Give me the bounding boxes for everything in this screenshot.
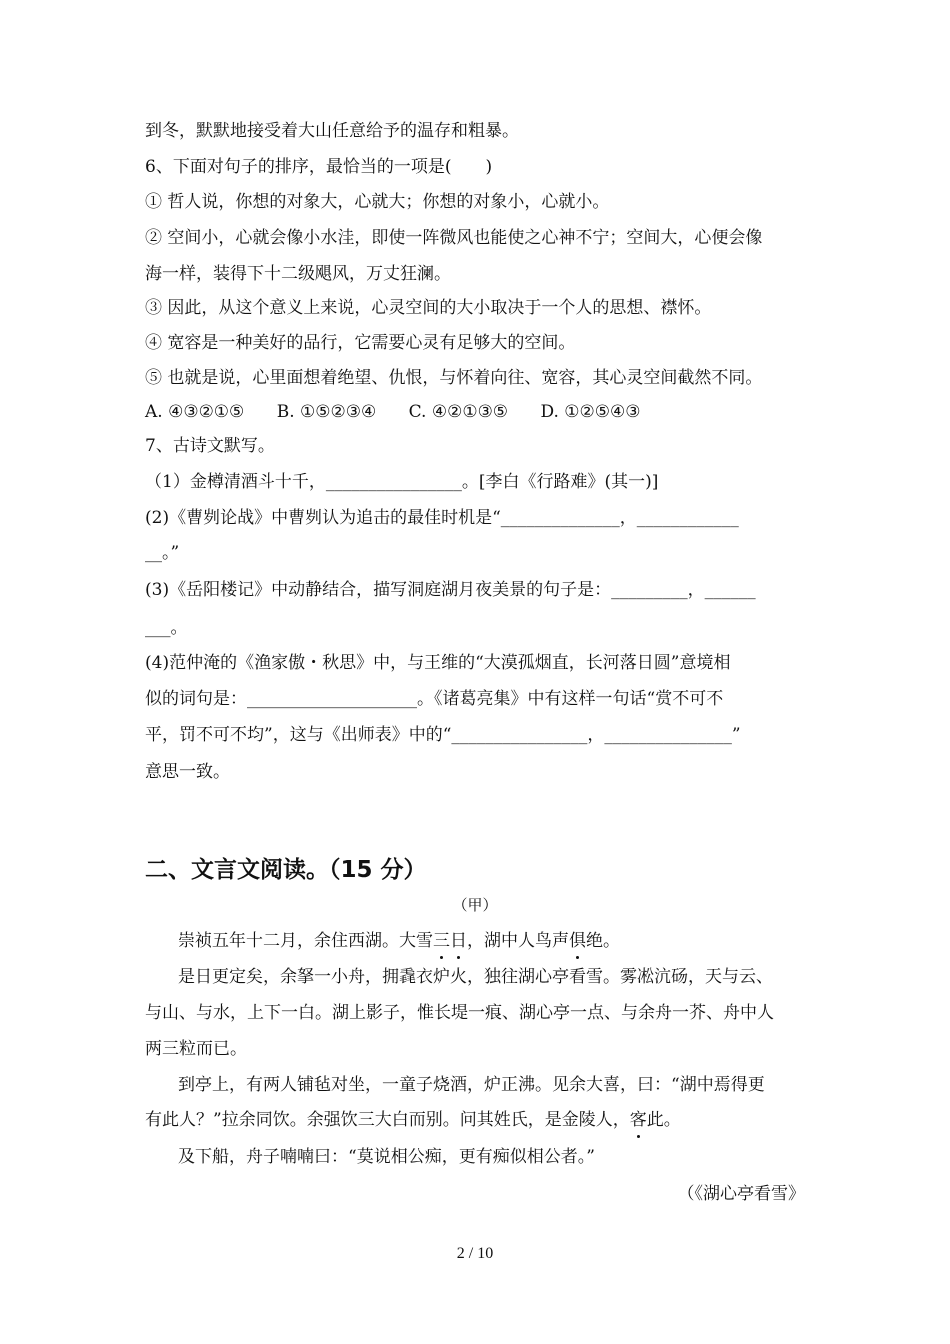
emphasized-char: 三 [433, 930, 450, 952]
passage-paragraph-3: 到亭上，有两人铺毡对坐，一童子烧酒，炉正沸。见余大喜，曰：“湖中焉得更 [178, 1075, 765, 1095]
passage-paragraph-4: 及下船，舟子喃喃曰：“莫说相公痴，更有痴似相公者。” [178, 1147, 595, 1167]
emphasized-char: 日 [450, 930, 467, 952]
question-7-2-cont: __。” [145, 543, 180, 563]
passage-paragraph-2-cont: 两三粒而已。 [145, 1039, 247, 1059]
passage-paragraph-3-cont [145, 1109, 815, 1131]
section-heading: 二、文言文阅读。（15 分） [145, 857, 427, 883]
answer-choices: A. ④③②①⑤ B. ①⑤②③④ C. ④②①③⑤ D. ①②⑤④③ [145, 402, 641, 422]
question-7-3: (3)《岳阳楼记》中动静结合，描写洞庭湖月夜美景的句子是：_________，______ [145, 580, 756, 600]
passage-text: 崇祯五年十二月，余住西湖。大雪 [178, 931, 433, 951]
option-sentence-4: ④ 宽容是一种美好的品行，它需要心灵有足够大的空间。 [145, 333, 576, 353]
question-7-4-cont: 意思一致。 [145, 762, 230, 782]
passage-paragraph-2: 是日更定矣，余拏一小舟，拥毳衣炉火，独往湖心亭看雪。雾凇沆砀，天与云、 [178, 967, 773, 987]
option-sentence-2-cont: 海一样，装得下十二级飓风，万丈狂澜。 [145, 264, 451, 284]
passage-paragraph-2-cont: 与山、与水，上下一白。湖上影子，惟长堤一痕、湖心亭一点、与余舟一芥、舟中人 [145, 1003, 774, 1023]
question-7-4-cont: 平，罚不可不均”，这与《出师表》中的“________________，_______________” [145, 725, 741, 745]
question-7-stem: 7、古诗文默写。 [145, 436, 275, 456]
option-sentence-2: ② 空间小，心就会像小水洼，即使一阵微风也能使之心神不宁；空间大，心便会像 [145, 228, 763, 248]
question-7-3-cont: ___。 [145, 618, 188, 638]
passage-paragraph-1 [178, 930, 848, 952]
passage-text: 绝。 [586, 931, 620, 951]
passage-text: 有此人？”拉余同饮。余强饮三大白而别。问其姓氏，是金陵人， [145, 1110, 630, 1130]
question-7-4: (4)范仲淹的《渔家傲・秋思》中，与王维的“大漠孤烟直，长河落日圆”意境相 [145, 653, 731, 673]
question-7-1: （1）金樽清酒斗十千，________________。[李白《行路难》(其一)] [145, 472, 659, 492]
passage-source: （《湖心亭看雪》 [677, 1184, 805, 1204]
question-6-stem: 6、下面对句子的排序，最恰当的一项是( ) [145, 157, 493, 177]
option-sentence-3: ③ 因此，从这个意义上来说，心灵空间的大小取决于一个人的思想、襟怀。 [145, 298, 712, 318]
question-7-2: (2)《曹刿论战》中曹刿认为追击的最佳时机是“______________，____________ [145, 508, 739, 528]
passage-text: 此 [646, 1110, 664, 1130]
emphasized-char: 客 [630, 1109, 647, 1131]
text-line: 到冬，默默地接受着大山任意给予的温存和粗暴。 [145, 121, 519, 141]
emphasized-char: 俱 [569, 930, 586, 952]
passage-text: 。 [663, 1110, 681, 1130]
passage-label: （甲） [452, 896, 498, 914]
option-sentence-1: ① 哲人说，你想的对象大，心就大；你想的对象小，心就小。 [145, 192, 610, 212]
page-number: 2 / 10 [456, 1245, 494, 1262]
question-7-4-cont: 似的词句是：____________________。《诸葛亮集》中有这样一句话“赏不可不 [145, 689, 724, 709]
passage-text: ，湖中人鸟声 [467, 931, 569, 951]
option-sentence-5: ⑤ 也就是说，心里面想着绝望、仇恨，与怀着向往、宽容，其心灵空间截然不同。 [145, 368, 763, 388]
